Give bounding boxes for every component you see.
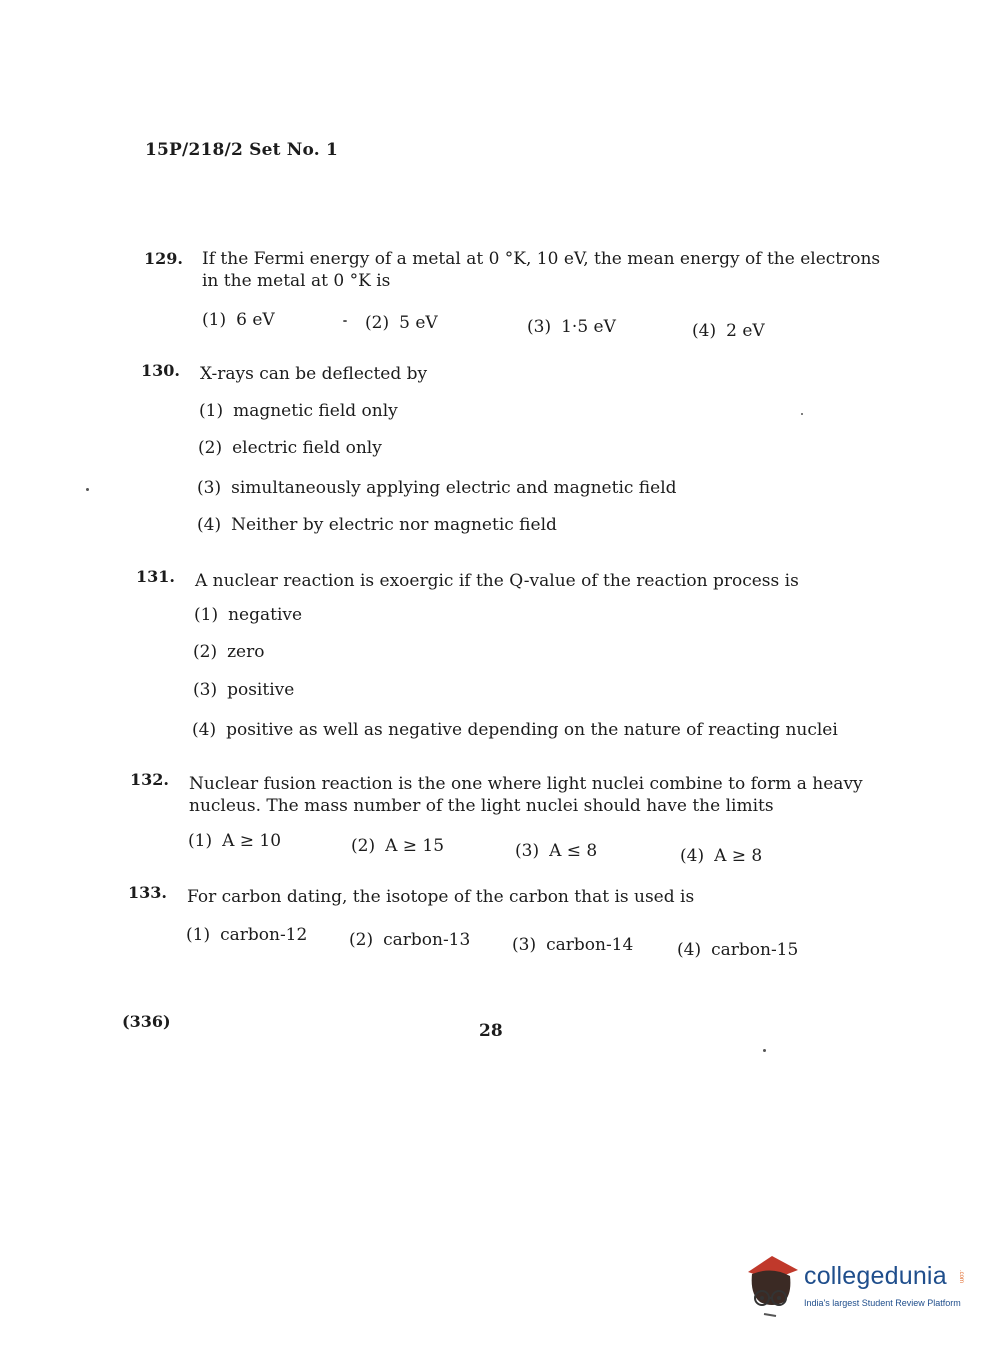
- option-2: [193, 642, 264, 662]
- option-4: [192, 720, 838, 740]
- option-text: carbon-13: [383, 930, 471, 950]
- option-1: [199, 401, 398, 421]
- option-number: (4): [680, 846, 705, 866]
- option-1: [186, 925, 307, 945]
- option-number: (2): [365, 313, 390, 333]
- option-4: [677, 940, 798, 960]
- option-number: (2): [349, 930, 374, 950]
- option-text: Neither by electric nor magnetic field: [231, 515, 557, 535]
- option-number: (3): [193, 680, 218, 700]
- question-text: Nuclear fusion reaction is the one where light nuclei combine to form a heavy nucleus. The mass number of the light nuclei should have the limits: [189, 774, 863, 816]
- option-1: [202, 310, 275, 330]
- question-text: A nuclear reaction is exoergic if the Q-value of the reaction process is: [195, 571, 799, 591]
- collegedunia-logo: [742, 1250, 972, 1320]
- option-text: positive as well as negative depending on the nature of reacting nuclei: [226, 720, 838, 740]
- question-number: 129.: [144, 249, 183, 268]
- option-number: (4): [192, 720, 217, 740]
- mascot-icon: [742, 1250, 802, 1320]
- question-number: 131.: [136, 567, 175, 586]
- option-text: 1·5 eV: [561, 317, 616, 337]
- option-2: [349, 930, 470, 950]
- scan-speck: [801, 413, 803, 415]
- option-number: (3): [515, 841, 540, 861]
- option-number: (4): [692, 321, 717, 341]
- page-number: 28: [479, 1021, 503, 1041]
- set-code: 15P/218/2 Set No. 1: [145, 140, 338, 160]
- option-text: simultaneously applying electric and magnetic field: [231, 478, 677, 498]
- option-1: [188, 831, 281, 851]
- option-number: (1): [202, 310, 227, 330]
- option-3: [512, 935, 633, 955]
- option-3: [527, 317, 616, 337]
- option-number: (2): [198, 438, 223, 458]
- question-number: 132.: [130, 770, 169, 789]
- option-number: (1): [199, 401, 224, 421]
- logo-suffix: .com: [958, 1270, 964, 1284]
- scan-speck: [86, 488, 89, 491]
- option-2: [198, 438, 382, 458]
- option-number: (1): [186, 925, 211, 945]
- option-number: (2): [351, 836, 376, 856]
- question-text: For carbon dating, the isotope of the carbon that is used is: [187, 887, 695, 907]
- option-text: 6 eV: [236, 310, 275, 330]
- question-text: If the Fermi energy of a metal at 0 °K, 10 eV, the mean energy of the electrons in the metal at 0 °K is: [202, 249, 881, 291]
- scan-speck: [763, 1049, 766, 1052]
- option-text: electric field only: [232, 438, 382, 458]
- option-4: [680, 846, 762, 866]
- option-text: carbon-15: [711, 940, 799, 960]
- option-3: [197, 478, 677, 498]
- option-text: A ≥ 8: [714, 846, 763, 866]
- option-text: negative: [228, 605, 303, 625]
- option-number: (1): [194, 605, 219, 625]
- option-2: [365, 313, 438, 333]
- option-text: magnetic field only: [233, 401, 398, 421]
- option-number: (2): [193, 642, 218, 662]
- option-4: [692, 321, 765, 341]
- option-text: carbon-14: [546, 935, 634, 955]
- option-2: [351, 836, 444, 856]
- option-1: [194, 605, 302, 625]
- option-4: [197, 515, 557, 535]
- question-text: X-rays can be deflected by: [200, 364, 428, 384]
- paper-code: (336): [122, 1012, 171, 1031]
- option-text: 5 eV: [399, 313, 438, 333]
- scan-speck: [343, 320, 347, 322]
- option-text: A ≤ 8: [549, 841, 598, 861]
- option-text: positive: [227, 680, 295, 700]
- question-number: 130.: [141, 361, 180, 380]
- logo-tagline: India's largest Student Review Platform: [804, 1298, 961, 1308]
- option-number: (1): [188, 831, 213, 851]
- option-number: (4): [197, 515, 222, 535]
- logo-brand: collegedunia: [804, 1262, 947, 1290]
- option-number: (3): [512, 935, 537, 955]
- option-text: zero: [227, 642, 265, 662]
- option-text: carbon-12: [220, 925, 308, 945]
- option-number: (3): [197, 478, 222, 498]
- option-text: A ≥ 10: [222, 831, 282, 851]
- option-number: (3): [527, 317, 552, 337]
- option-number: (4): [677, 940, 702, 960]
- question-number: 133.: [128, 883, 167, 902]
- option-text: A ≥ 15: [385, 836, 445, 856]
- option-3: [515, 841, 597, 861]
- option-text: 2 eV: [726, 321, 765, 341]
- option-3: [193, 680, 294, 700]
